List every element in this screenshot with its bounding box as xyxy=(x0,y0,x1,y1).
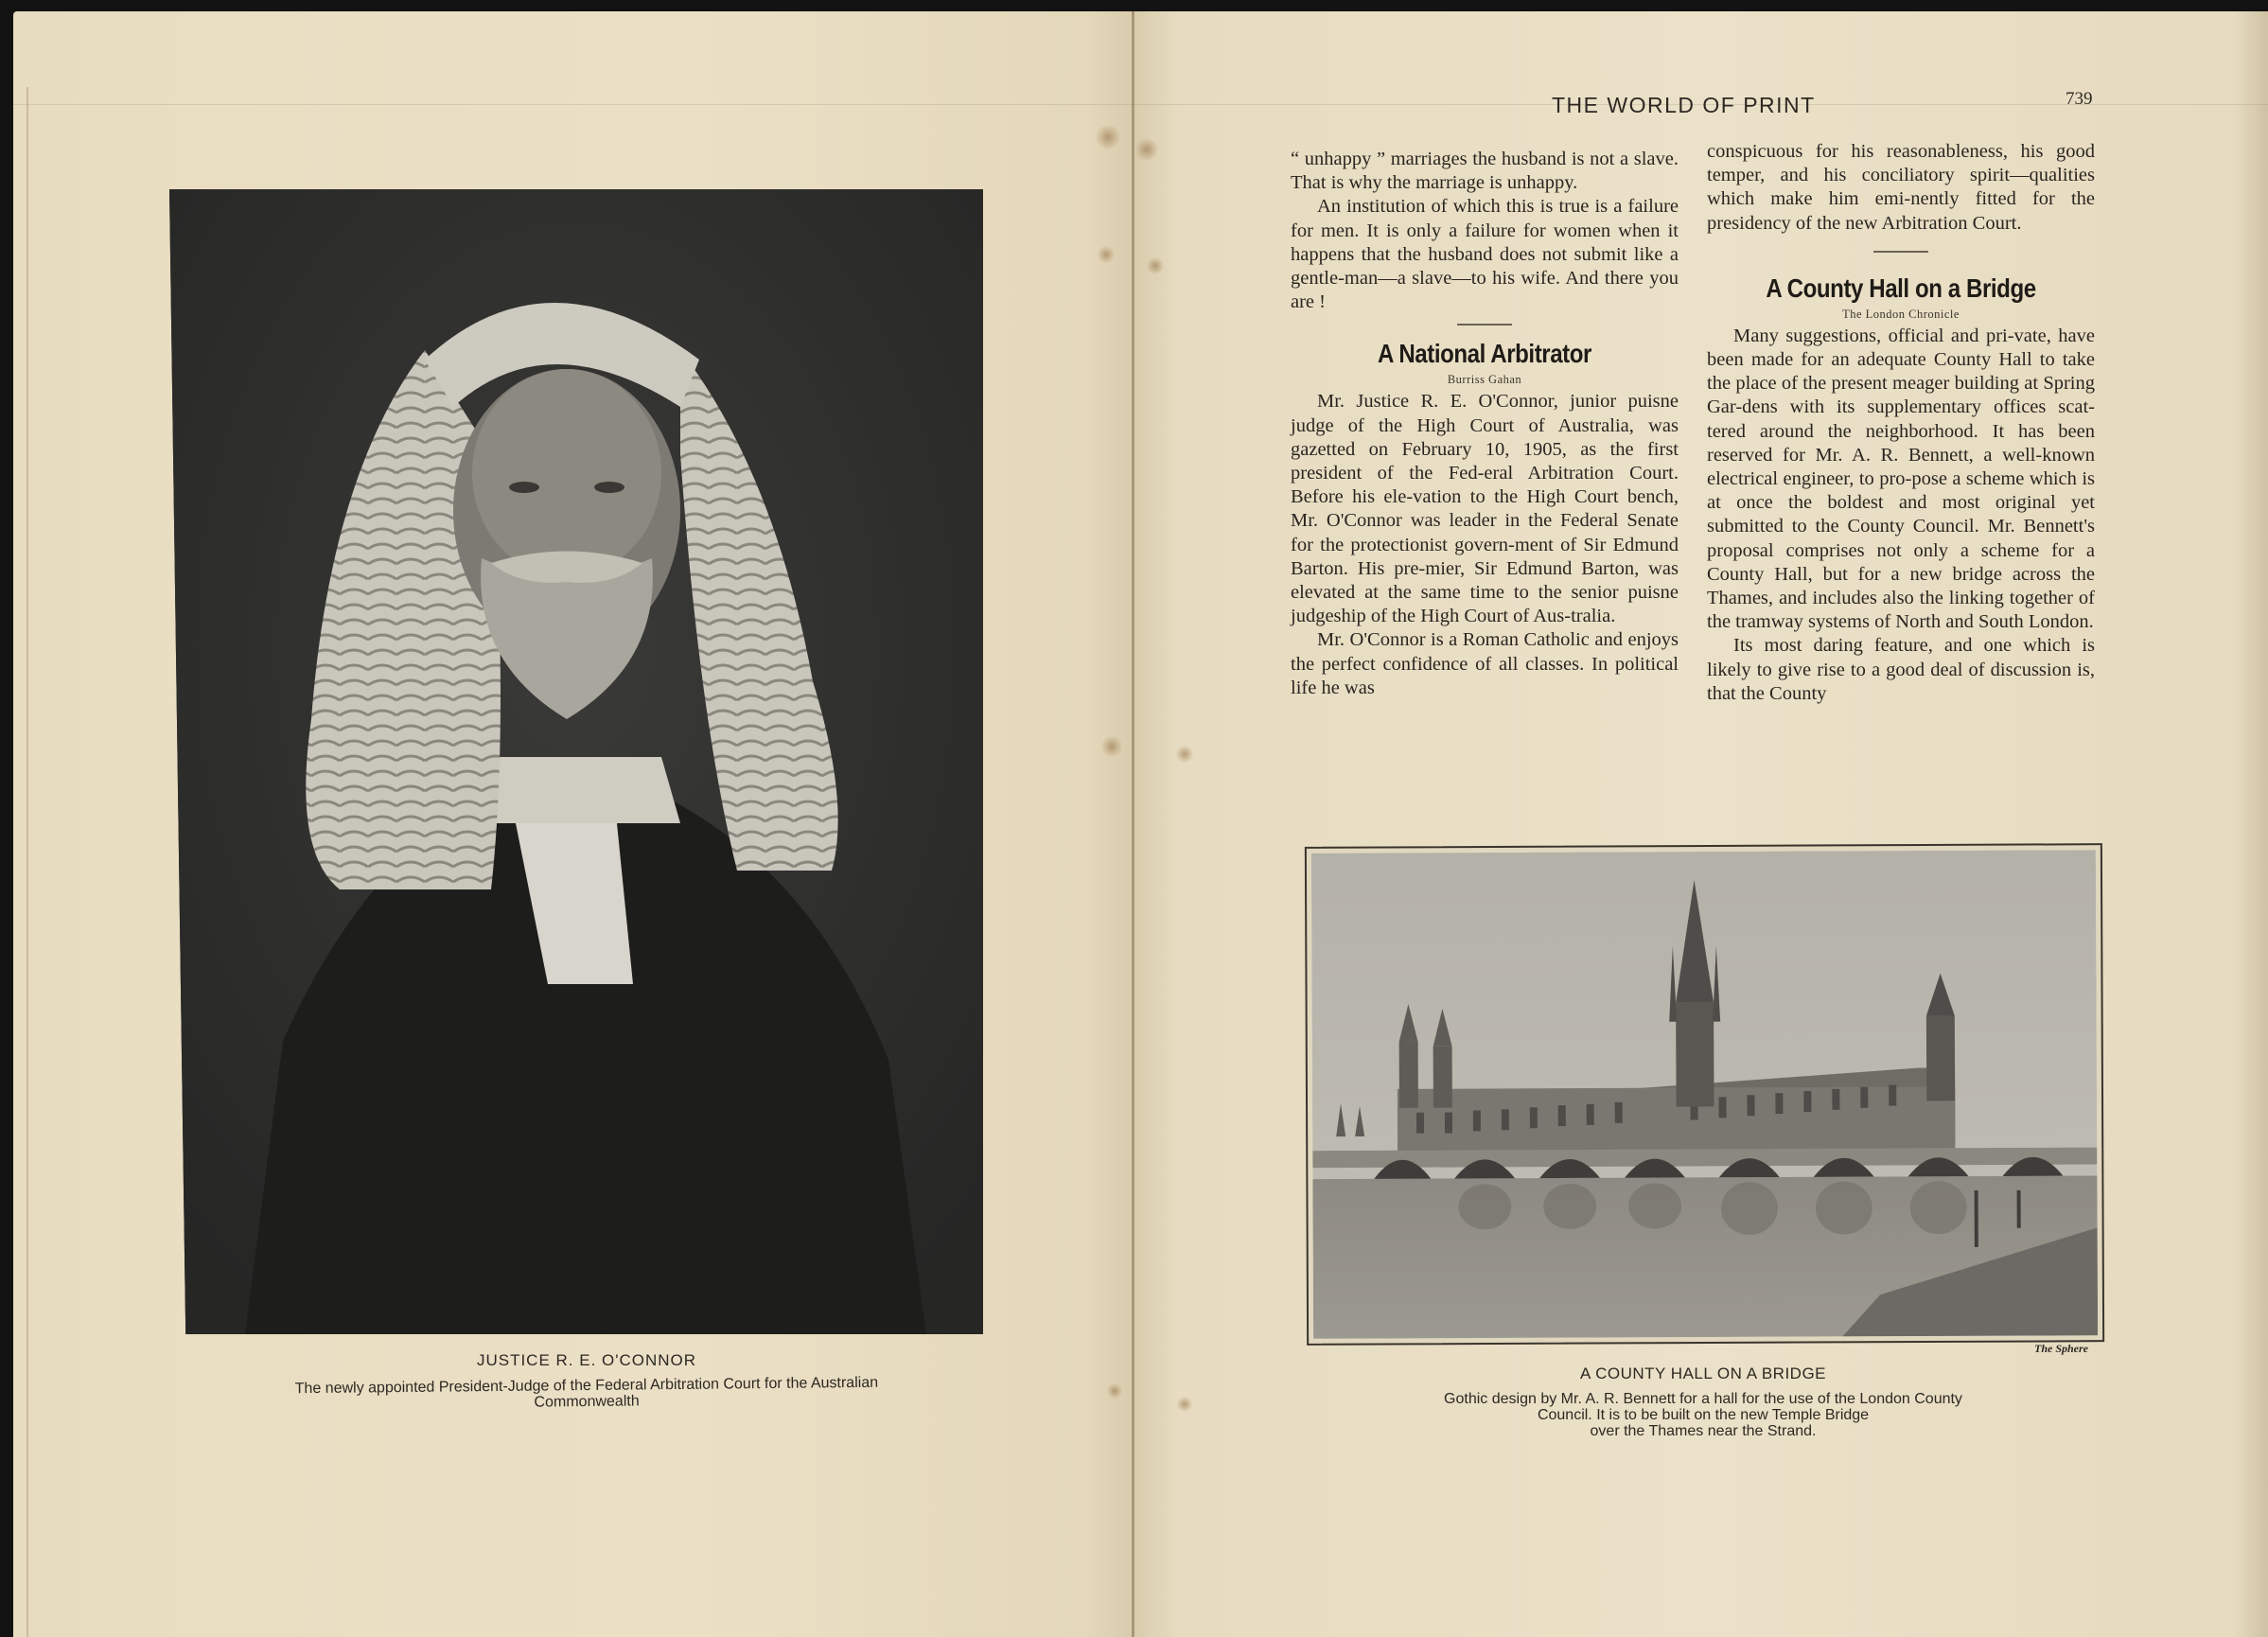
foxing-stain xyxy=(1096,125,1120,150)
foxing-stain xyxy=(1101,736,1122,757)
foxing-stain xyxy=(1176,746,1193,763)
paragraph: conspicuous for his reasonableness, his good temper, and his conciliatory spirit—qualities which make him emi-nently fitted for the presidency of the new Arbitration Court. xyxy=(1707,141,2095,234)
illustration-caption-title: A COUNTY HALL ON A BRIDGE xyxy=(1579,1364,1827,1382)
page-number: 739 xyxy=(2066,89,2093,109)
portrait-caption-body: The newly appointed President-Judge of the Federal Arbitration Court for the Australian Commonwealth xyxy=(294,1374,879,1411)
book-spine xyxy=(1132,11,1134,1637)
article-byline: The London Chronicle xyxy=(1842,307,1960,321)
foxing-stain xyxy=(1147,257,1164,274)
foxing-stain xyxy=(1098,246,1115,263)
section-divider xyxy=(1457,324,1512,326)
article-headline: A County Hall on a Bridge xyxy=(1766,273,2036,303)
illustration-caption-body xyxy=(1344,1391,2063,1439)
county-hall-drawing xyxy=(1311,850,2098,1339)
paragraph: Mr. Justice R. E. O'Connor, junior puisne judge of the High Court of Australia, was gazetted on February 10, 1905, as the first president of the Fed-eral Arbitration Court. Before his ele-vation to the High Court bench, Mr. O'Connor was leader in the Federal Senate for the protectionist govern-ment of Sir Edmund Barton. His pre-mier, Sir Edmund Barton, was elevated at the same time to the senior puisne judgeship of the High Court of Aus-tralia. xyxy=(1291,391,1679,627)
paragraph: An institution of which this is true is a failure for men. It is only a failure for women when it happens that the husband does not submit like a gentle-man—a slave—to his wife. And there you are ! xyxy=(1291,196,1679,313)
text-column-1 xyxy=(1291,148,1679,700)
paragraph: Mr. O'Connor is a Roman Catholic and enjoys the perfect confidence of all classes. In political life he was xyxy=(1291,629,1679,698)
page-fold-line xyxy=(13,104,2268,105)
portrait-caption-title: JUSTICE R. E. O'CONNOR xyxy=(476,1351,697,1369)
paragraph: Many suggestions, official and pri-vate, have been made for an adequate County Hall to take the place of the present meager building at Spring Gar-dens with its supplementary offices scat-tered around the neighborhood. It has been reserved for Mr. A. R. Bennett, a well-known electrical engineer, to pro-pose a scheme which is at once the boldest and most original yet submitted to the County Council. Mr. Bennett's proposal comprises not only a scheme for a County Hall, but for a new bridge across the Thames, and includes also the linking together of the tramway systems of North and South London. xyxy=(1707,325,2095,633)
foxing-stain xyxy=(1177,1397,1192,1412)
paragraph: Its most daring feature, and one which is likely to give rise to a good deal of discussion is, that the County xyxy=(1707,635,2095,704)
portrait-photo xyxy=(169,189,983,1334)
county-hall-illustration xyxy=(1305,843,2104,1346)
portrait-illustration xyxy=(169,189,983,1334)
text-column-2 xyxy=(1707,140,2095,706)
paragraph: “ unhappy ” marriages the husband is not a slave. That is why the marriage is unhappy. xyxy=(1291,149,1679,194)
section-divider xyxy=(1873,251,1928,253)
running-head: THE WORLD OF PRINT xyxy=(1552,93,1816,117)
caption-line: Council. It is to be built on the new Temple Bridge xyxy=(1537,1407,1870,1423)
caption-line: Gothic design by Mr. A. R. Bennett for a hall for the use of the London County xyxy=(1444,1391,1962,1407)
caption-line: over the Thames near the Strand. xyxy=(1590,1423,1817,1439)
foxing-stain xyxy=(1107,1383,1122,1399)
illustration-credit: The Sphere xyxy=(2034,1342,2088,1355)
article-headline: A National Arbitrator xyxy=(1378,339,1591,369)
foxing-stain xyxy=(1135,138,1158,161)
article-byline: Burriss Gahan xyxy=(1447,373,1522,387)
